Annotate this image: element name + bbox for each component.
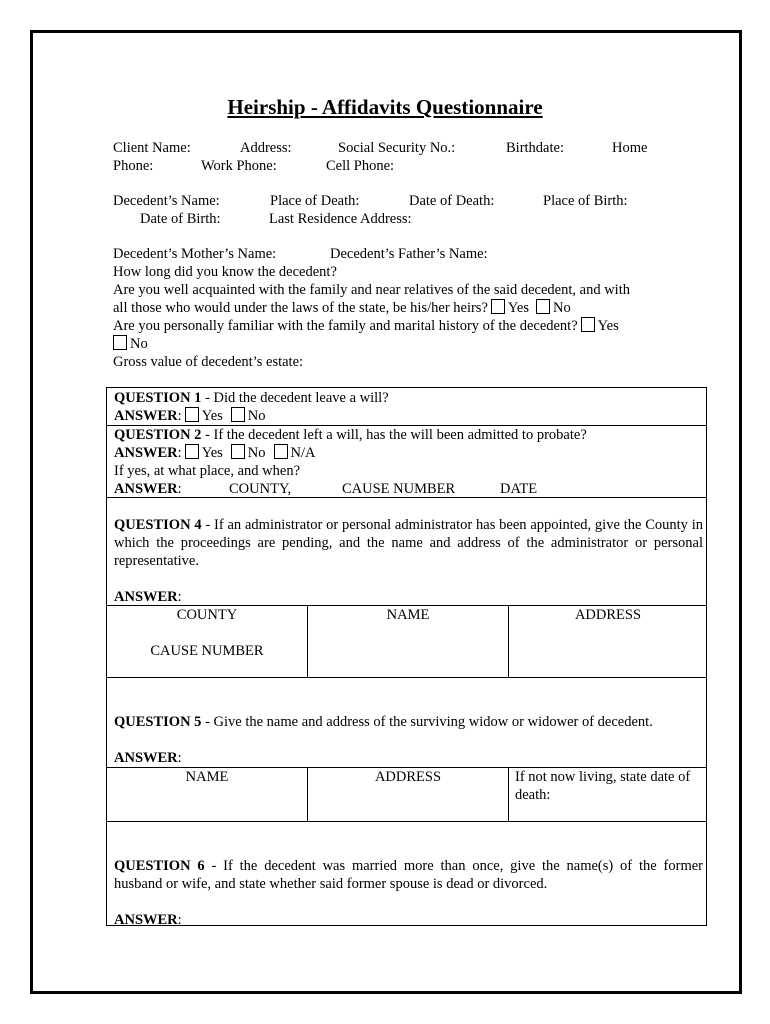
father-name-field[interactable]: Decedent’s Father’s Name:	[330, 246, 488, 262]
yes-label: Yes	[597, 318, 619, 334]
q1-no-checkbox[interactable]	[231, 407, 245, 422]
yes-label: Yes	[201, 445, 223, 461]
question-4	[114, 516, 703, 570]
birthdate-field[interactable]: Birthdate:	[506, 140, 564, 156]
client-name-field[interactable]: Client Name:	[113, 140, 191, 156]
question-5-answer	[114, 749, 182, 767]
question-2-label: QUESTION 2	[114, 427, 202, 443]
ssn-field[interactable]: Social Security No.:	[338, 140, 456, 156]
answer-label: ANSWER	[114, 912, 178, 928]
q2-na-checkbox[interactable]	[274, 444, 288, 459]
place-of-death-field[interactable]: Place of Death:	[270, 193, 360, 209]
place-of-birth-field[interactable]: Place of Birth:	[543, 193, 628, 209]
acquainted-question: Are you well acquainted with the family and near relatives of the said decedent, and with	[113, 282, 630, 298]
work-phone-field[interactable]: Work Phone:	[201, 158, 277, 174]
question-6-text: - If the decedent was married more than once, give the name(s) of the former husband or wife, and state whether said former spouse is dead or divorced.	[114, 858, 703, 892]
colon: :	[177, 912, 182, 928]
colon: :	[177, 750, 182, 766]
answer-label: ANSWER	[114, 445, 178, 461]
question-2-answer	[114, 444, 316, 462]
q5-address-cell[interactable]: ADDRESS	[374, 769, 442, 785]
familiar-question-text: Are you personally familiar with the family and marital history of the decedent?	[113, 318, 578, 334]
no-label: No	[553, 300, 571, 316]
questions-table	[106, 387, 707, 926]
acquainted-yes-checkbox[interactable]	[491, 299, 505, 314]
question-2	[114, 426, 587, 444]
question-6	[114, 857, 703, 893]
q2-date-field[interactable]: DATE	[500, 481, 538, 497]
no-label: No	[130, 336, 148, 352]
na-label: N/A	[290, 445, 316, 461]
familiar-no-checkbox[interactable]	[113, 335, 127, 350]
answer-label: ANSWER	[114, 589, 178, 605]
question-2-text: - If the decedent left a will, has the will been admitted to probate?	[201, 427, 587, 443]
question-6-label: QUESTION 6	[114, 858, 205, 874]
answer-label: ANSWER	[114, 750, 178, 766]
q5-death-date-cell[interactable]: If not now living, state date of death:	[515, 769, 691, 803]
row-divider	[107, 821, 706, 822]
familiar-yes-checkbox[interactable]	[581, 317, 595, 332]
q4-county-cell[interactable]: COUNTY	[176, 607, 238, 623]
acquainted-no-checkbox[interactable]	[536, 299, 550, 314]
yes-label: Yes	[201, 408, 223, 424]
familiar-no-line	[113, 335, 148, 353]
date-of-death-field[interactable]: Date of Death:	[409, 193, 495, 209]
yes-label: Yes	[507, 300, 529, 316]
acquainted-question-text: all those who would under the laws of the state, be his/her heirs?	[113, 300, 488, 316]
home-phone-field-cont[interactable]: Phone:	[113, 158, 154, 174]
familiar-question-line	[113, 317, 619, 335]
colon: :	[177, 445, 182, 461]
q2-no-checkbox[interactable]	[231, 444, 245, 459]
colon: :	[177, 408, 182, 424]
cell-phone-field[interactable]: Cell Phone:	[326, 158, 395, 174]
row-divider	[107, 677, 706, 678]
question-2-followup-answer	[114, 480, 182, 498]
last-residence-field[interactable]: Last Residence Address:	[269, 211, 412, 227]
home-phone-field[interactable]: Home	[612, 140, 648, 156]
client-address-field[interactable]: Address:	[240, 140, 292, 156]
gross-value-field[interactable]: Gross value of decedent’s estate:	[113, 354, 304, 370]
q1-yes-checkbox[interactable]	[185, 407, 199, 422]
question-5	[114, 713, 653, 731]
question-5-label: QUESTION 5	[114, 714, 202, 730]
answer-label: ANSWER	[114, 481, 178, 497]
question-4-label: QUESTION 4	[114, 517, 202, 533]
question-1-answer	[114, 407, 266, 425]
question-5-text: - Give the name and address of the surviving widow or widower of decedent.	[201, 714, 653, 730]
q4-cause-number-cell[interactable]: CAUSE NUMBER	[150, 643, 264, 659]
mother-name-field[interactable]: Decedent’s Mother’s Name:	[113, 246, 277, 262]
colon: :	[177, 481, 182, 497]
question-1-label: QUESTION 1	[114, 390, 202, 406]
q2-cause-number-field[interactable]: CAUSE NUMBER	[342, 481, 456, 497]
question-1-text: - Did the decedent leave a will?	[201, 390, 389, 406]
page-title: Heirship - Affidavits Questionnaire	[227, 95, 543, 119]
answer-label: ANSWER	[114, 408, 178, 424]
question-2-followup: If yes, at what place, and when?	[114, 463, 301, 479]
q4-address-cell[interactable]: ADDRESS	[574, 607, 642, 623]
q5-name-cell[interactable]: NAME	[185, 769, 229, 785]
question-4-answer	[114, 588, 182, 606]
no-label: No	[247, 445, 266, 461]
question-1	[114, 389, 389, 407]
col-divider	[508, 767, 509, 821]
decedent-name-field[interactable]: Decedent’s Name:	[113, 193, 220, 209]
question-6-answer	[114, 911, 182, 929]
acquainted-question-line2	[113, 299, 571, 317]
question-4-text: - If an administrator or personal administrator has been appointed, give the County in which the proceedings are pending, and the name and address of the administrator or personal representative.	[114, 517, 703, 569]
colon: :	[177, 589, 182, 605]
date-of-birth-field[interactable]: Date of Birth:	[140, 211, 221, 227]
q2-county-field[interactable]: COUNTY,	[229, 481, 292, 497]
q2-yes-checkbox[interactable]	[185, 444, 199, 459]
how-long-question: How long did you know the decedent?	[113, 264, 337, 280]
q4-name-cell[interactable]: NAME	[386, 607, 430, 623]
no-label: No	[247, 408, 266, 424]
